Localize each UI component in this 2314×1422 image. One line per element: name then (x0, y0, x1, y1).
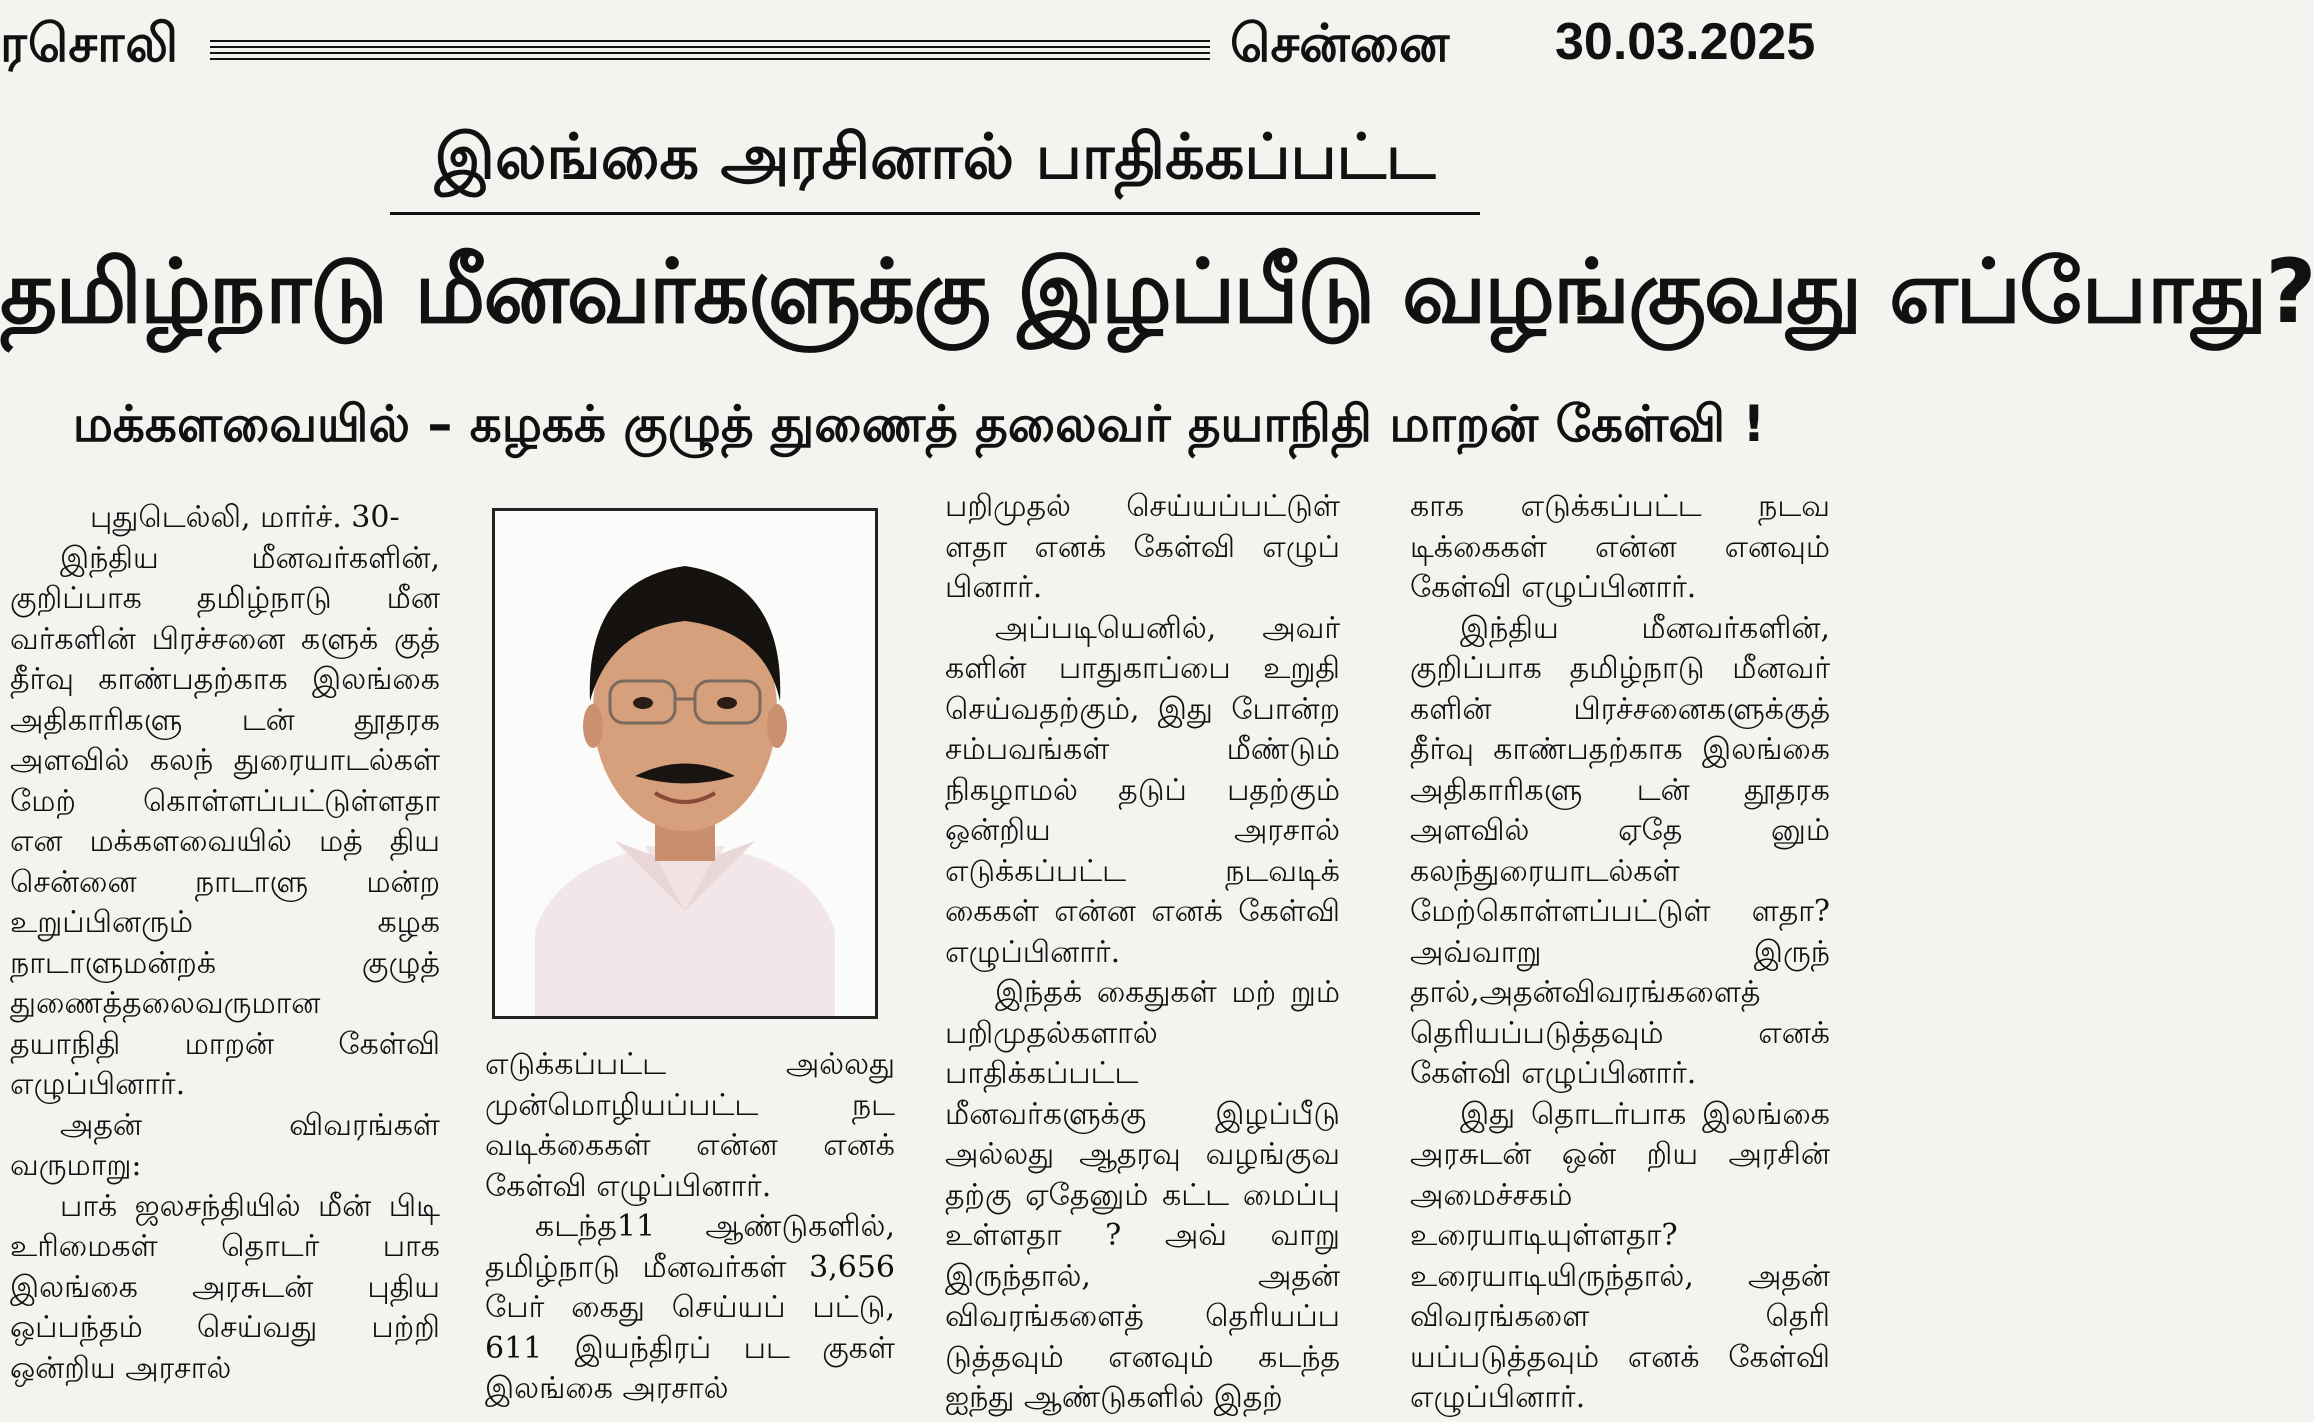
column-2 (485, 1045, 895, 1410)
kicker: இலங்கை அரசினால் பாதிக்கப்பட்ட (390, 120, 1480, 215)
subhead: மக்களவையில் – கழகக் குழுத் துணைத் தலைவர் தயாநிதி மாறன் கேள்வி ! (72, 395, 1766, 453)
paragraph: இந்திய மீனவர்களின், குறிப்பாக தமிழ்நாடு மீன வர்களின் பிரச்சனை களுக் குத் தீர்வு காண்பதற்காக இலங்கை அதிகாரிகளு டன் தூதரக அளவில் கலந் துரையாடல்கள் மேற் கொள்ளப்பட்டுள்ளதா என மக்களவையில் மத் திய சென்னை நாடாளு மன்ற உறுப்பினரும் கழக நாடாளுமன்றக் குழுத் துணைத்தலைவருமான தயாநிதி மாறன் கேள்வி எழுப்பினார். (10, 540, 440, 1102)
paragraph: இந்தக் கைதுகள் மற் றும் பறிமுதல்களால் பாதிக்கப்பட்ட மீனவர்களுக்கு இழப்பீடு அல்லது ஆதரவு வழங்குவ தற்கு ஏதேனும் கட்ட மைப்பு உள்ளதா ? அவ் வாறு இருந்தால், அதன் விவரங்களைத் தெரியப்ப டுத்தவும் எனவும் கடந்த ஐந்து ஆண்டுகளில் இதற் (945, 975, 1340, 1415)
paragraph: பறிமுதல் செய்யப்பட்டுள் ளதா எனக் கேள்வி எழுப் பினார். (945, 489, 1340, 605)
paragraph: காக எடுக்கப்பட்ட நடவ டிக்கைகள் என்ன எனவும் கேள்வி எழுப்பினார். (1410, 489, 1830, 605)
paragraph: இந்திய மீனவர்களின், குறிப்பாக தமிழ்நாடு மீனவர் களின் பிரச்சனைகளுக்குத் தீர்வு காண்பதற்காக இலங்கை அதிகாரிகளு டன் தூதரக அளவில் ஏதே னும் கலந்துரையாடல்கள் மேற்கொள்ளப்பட்டுள் ளதா? அவ்வாறு இருந் தால்,அதன்விவரங்களைத் தெரியப்படுத்தவும் எனக் கேள்வி எழுப்பினார். (1410, 610, 1830, 1091)
portrait-photo (492, 508, 878, 1019)
paragraph: கடந்த11 ஆண்டுகளில், தமிழ்நாடு மீனவர்கள் 3,656 பேர் கைது செய்யப் பட்டு, 611 இயந்திரப் பட குகள் இலங்கை அரசால் (485, 1209, 895, 1406)
paragraph: பாக் ஜலசந்தியில் மீன் பிடி உரிமைகள் தொடர் பாக இலங்கை அரசுடன் புதிய ஒப்பந்தம் செய்வது பற்றி ஒன்றிய அரசால் (10, 1188, 440, 1386)
column-3 (945, 487, 1340, 1419)
masthead (0, 0, 1838, 110)
city: சென்னை (1230, 14, 1450, 74)
paper-name: ரசொலி (0, 14, 180, 74)
paragraph: அதன் விவரங்கள் வருமாறு: (10, 1107, 440, 1183)
column-4 (1410, 487, 1830, 1419)
portrait-illustration (495, 511, 875, 1016)
headline: தமிழ்நாடு மீனவர்களுக்கு இழப்பீடு வழங்குவது எப்போது? (0, 240, 2314, 343)
column-1 (10, 498, 440, 1389)
paragraph: எடுக்கப்பட்ட அல்லது முன்மொழியப்பட்ட நட வடிக்கைகள் என்ன எனக் கேள்வி எழுப்பினார். (485, 1047, 895, 1204)
date: 30.03.2025 (1555, 13, 1816, 71)
masthead-rule (210, 40, 1210, 62)
paragraph: இது தொடர்பாக இலங்கை அரசுடன் ஒன் றிய அரசின் அமைச்சகம் உரையாடியுள்ளதா? உரையாடியிருந்தால், அதன் விவரங்களை தெரி யப்படுத்தவும் எனக் கேள்வி எழுப்பினார். (1410, 1096, 1830, 1415)
paragraph: அப்படியெனில், அவர் களின் பாதுகாப்பை உறுதி செய்வதற்கும், இது போன்ற சம்பவங்கள் மீண்டும் நிகழாமல் தடுப் பதற்கும் ஒன்றிய அரசால் எடுக்கப்பட்ட நடவடிக் கைகள் என்ன எனக் கேள்வி எழுப்பினார். (945, 610, 1340, 970)
dateline: புதுடெல்லி, மார்ச். 30- (90, 500, 400, 535)
